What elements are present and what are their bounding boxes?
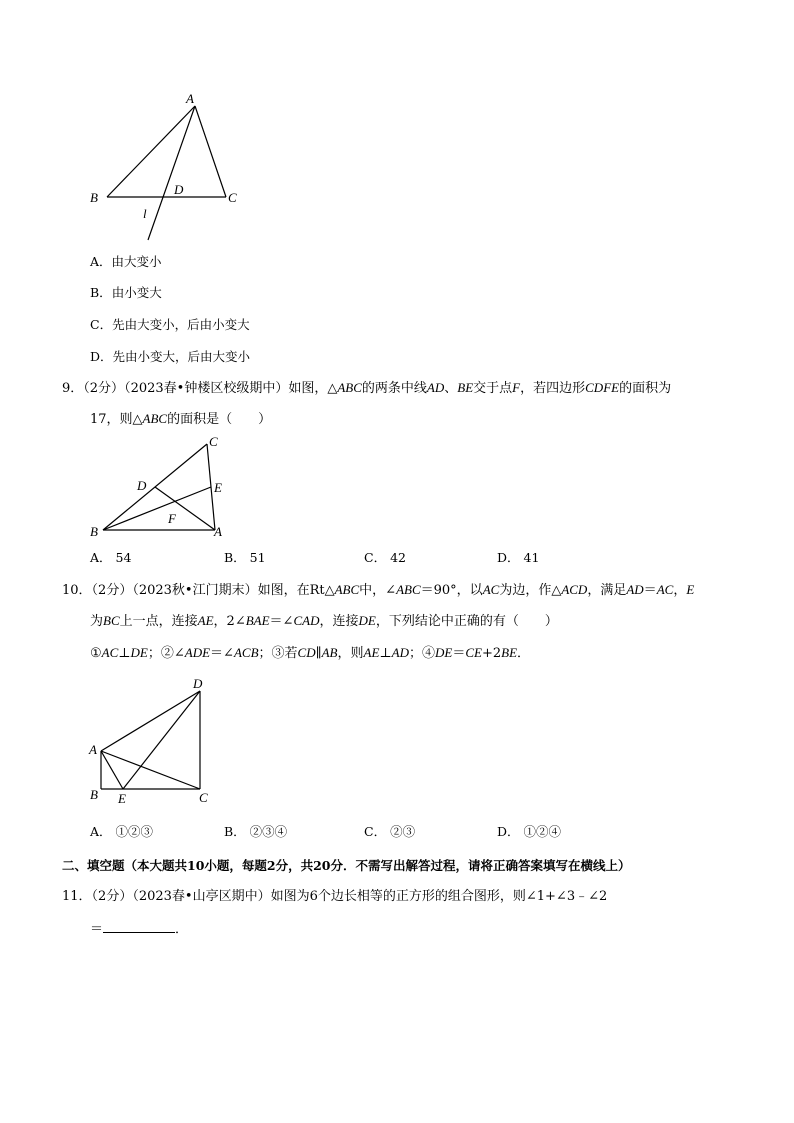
q10-stem-line2: 为BC上一点，连接AE，2∠BAE＝∠CAD，连接DE，下列结论中正确的有（ ） <box>90 613 558 629</box>
q8-option-b: B．由小变大 <box>90 285 162 300</box>
q8-option-a: A．由大变小 <box>90 254 162 269</box>
q10-side-ac <box>101 751 200 789</box>
q11-stem-line2: ＝ ． <box>90 922 189 937</box>
q8-option-d: D．先由小变大，后由大变小 <box>90 349 251 364</box>
q9-option-c: C． 42 <box>364 550 406 565</box>
q10-side-ad <box>101 691 200 751</box>
q10-stem-line1: 10．（2分）（2023秋•江门期末）如图，在Rt△ABC中，∠ABC＝90°，以AC为边，作△ACD，满足AD＝AC，E <box>62 582 695 598</box>
q10-label-b: B <box>90 787 98 802</box>
q9-stem-line1: 9．（2分）（2023春•钟楼区校级期中）如图，△ABC的两条中线AD、BE交于点F，若四边形CDFE的面积为 <box>62 380 672 396</box>
q10-option-d: D． ①②④ <box>497 824 562 839</box>
q9-option-b: B． 51 <box>224 550 266 565</box>
q8-label-d: D <box>174 182 184 197</box>
q10-label-a: A <box>89 742 97 757</box>
q8-triangle-figure <box>80 90 260 250</box>
q8-label-a: A <box>186 91 194 106</box>
q8-label-c: C <box>228 190 237 205</box>
q9-label-d: D <box>137 478 147 493</box>
q9-triangle-figure <box>80 432 240 547</box>
section2-heading: 二、填空题（本大题共10小题，每题2分，共20分．不需写出解答过程，请将正确答案填写在横线上） <box>62 858 631 873</box>
q10-option-a: A． ①②③ <box>90 824 154 839</box>
q10-label-e: E <box>118 791 126 806</box>
q8-line-l <box>148 106 195 240</box>
q11-stem-line1: 11．（2分）（2023春•山亭区期中）如图为6个边长相等的正方形的组合图形，则∠1+∠3﹣∠2 <box>62 889 608 904</box>
q9-stem-line2: 17，则△ABC的面积是（ ） <box>90 411 272 427</box>
q10-label-c: C <box>199 790 208 805</box>
q8-label-l: l <box>143 206 147 221</box>
q9-label-a: A <box>214 524 222 539</box>
q9-median-be <box>103 487 211 530</box>
q9-label-b: B <box>90 524 98 539</box>
q10-segment-ae <box>101 751 123 789</box>
q10-option-c: C． ②③ <box>364 824 416 839</box>
q9-option-a: A． 54 <box>90 550 132 565</box>
q9-median-ad <box>155 487 215 530</box>
q9-label-c: C <box>209 434 218 449</box>
q8-side-ac <box>195 106 226 197</box>
q8-label-b: B <box>90 190 98 205</box>
q10-conclusions: ①AC⊥DE；②∠ADE＝∠ACB；③若CD∥AB，则AE⊥AD；④DE＝CE+2BE． <box>90 645 531 661</box>
q10-option-b: B． ②③④ <box>224 824 288 839</box>
q9-option-d: D． 41 <box>497 550 540 565</box>
q9-label-e: E <box>214 480 222 495</box>
q11-answer-blank[interactable] <box>103 920 175 933</box>
q8-option-c: C．先由大变小，后由小变大 <box>90 317 250 332</box>
q9-label-f: F <box>168 511 176 526</box>
q10-figure <box>80 672 230 812</box>
q10-label-d: D <box>193 676 203 691</box>
